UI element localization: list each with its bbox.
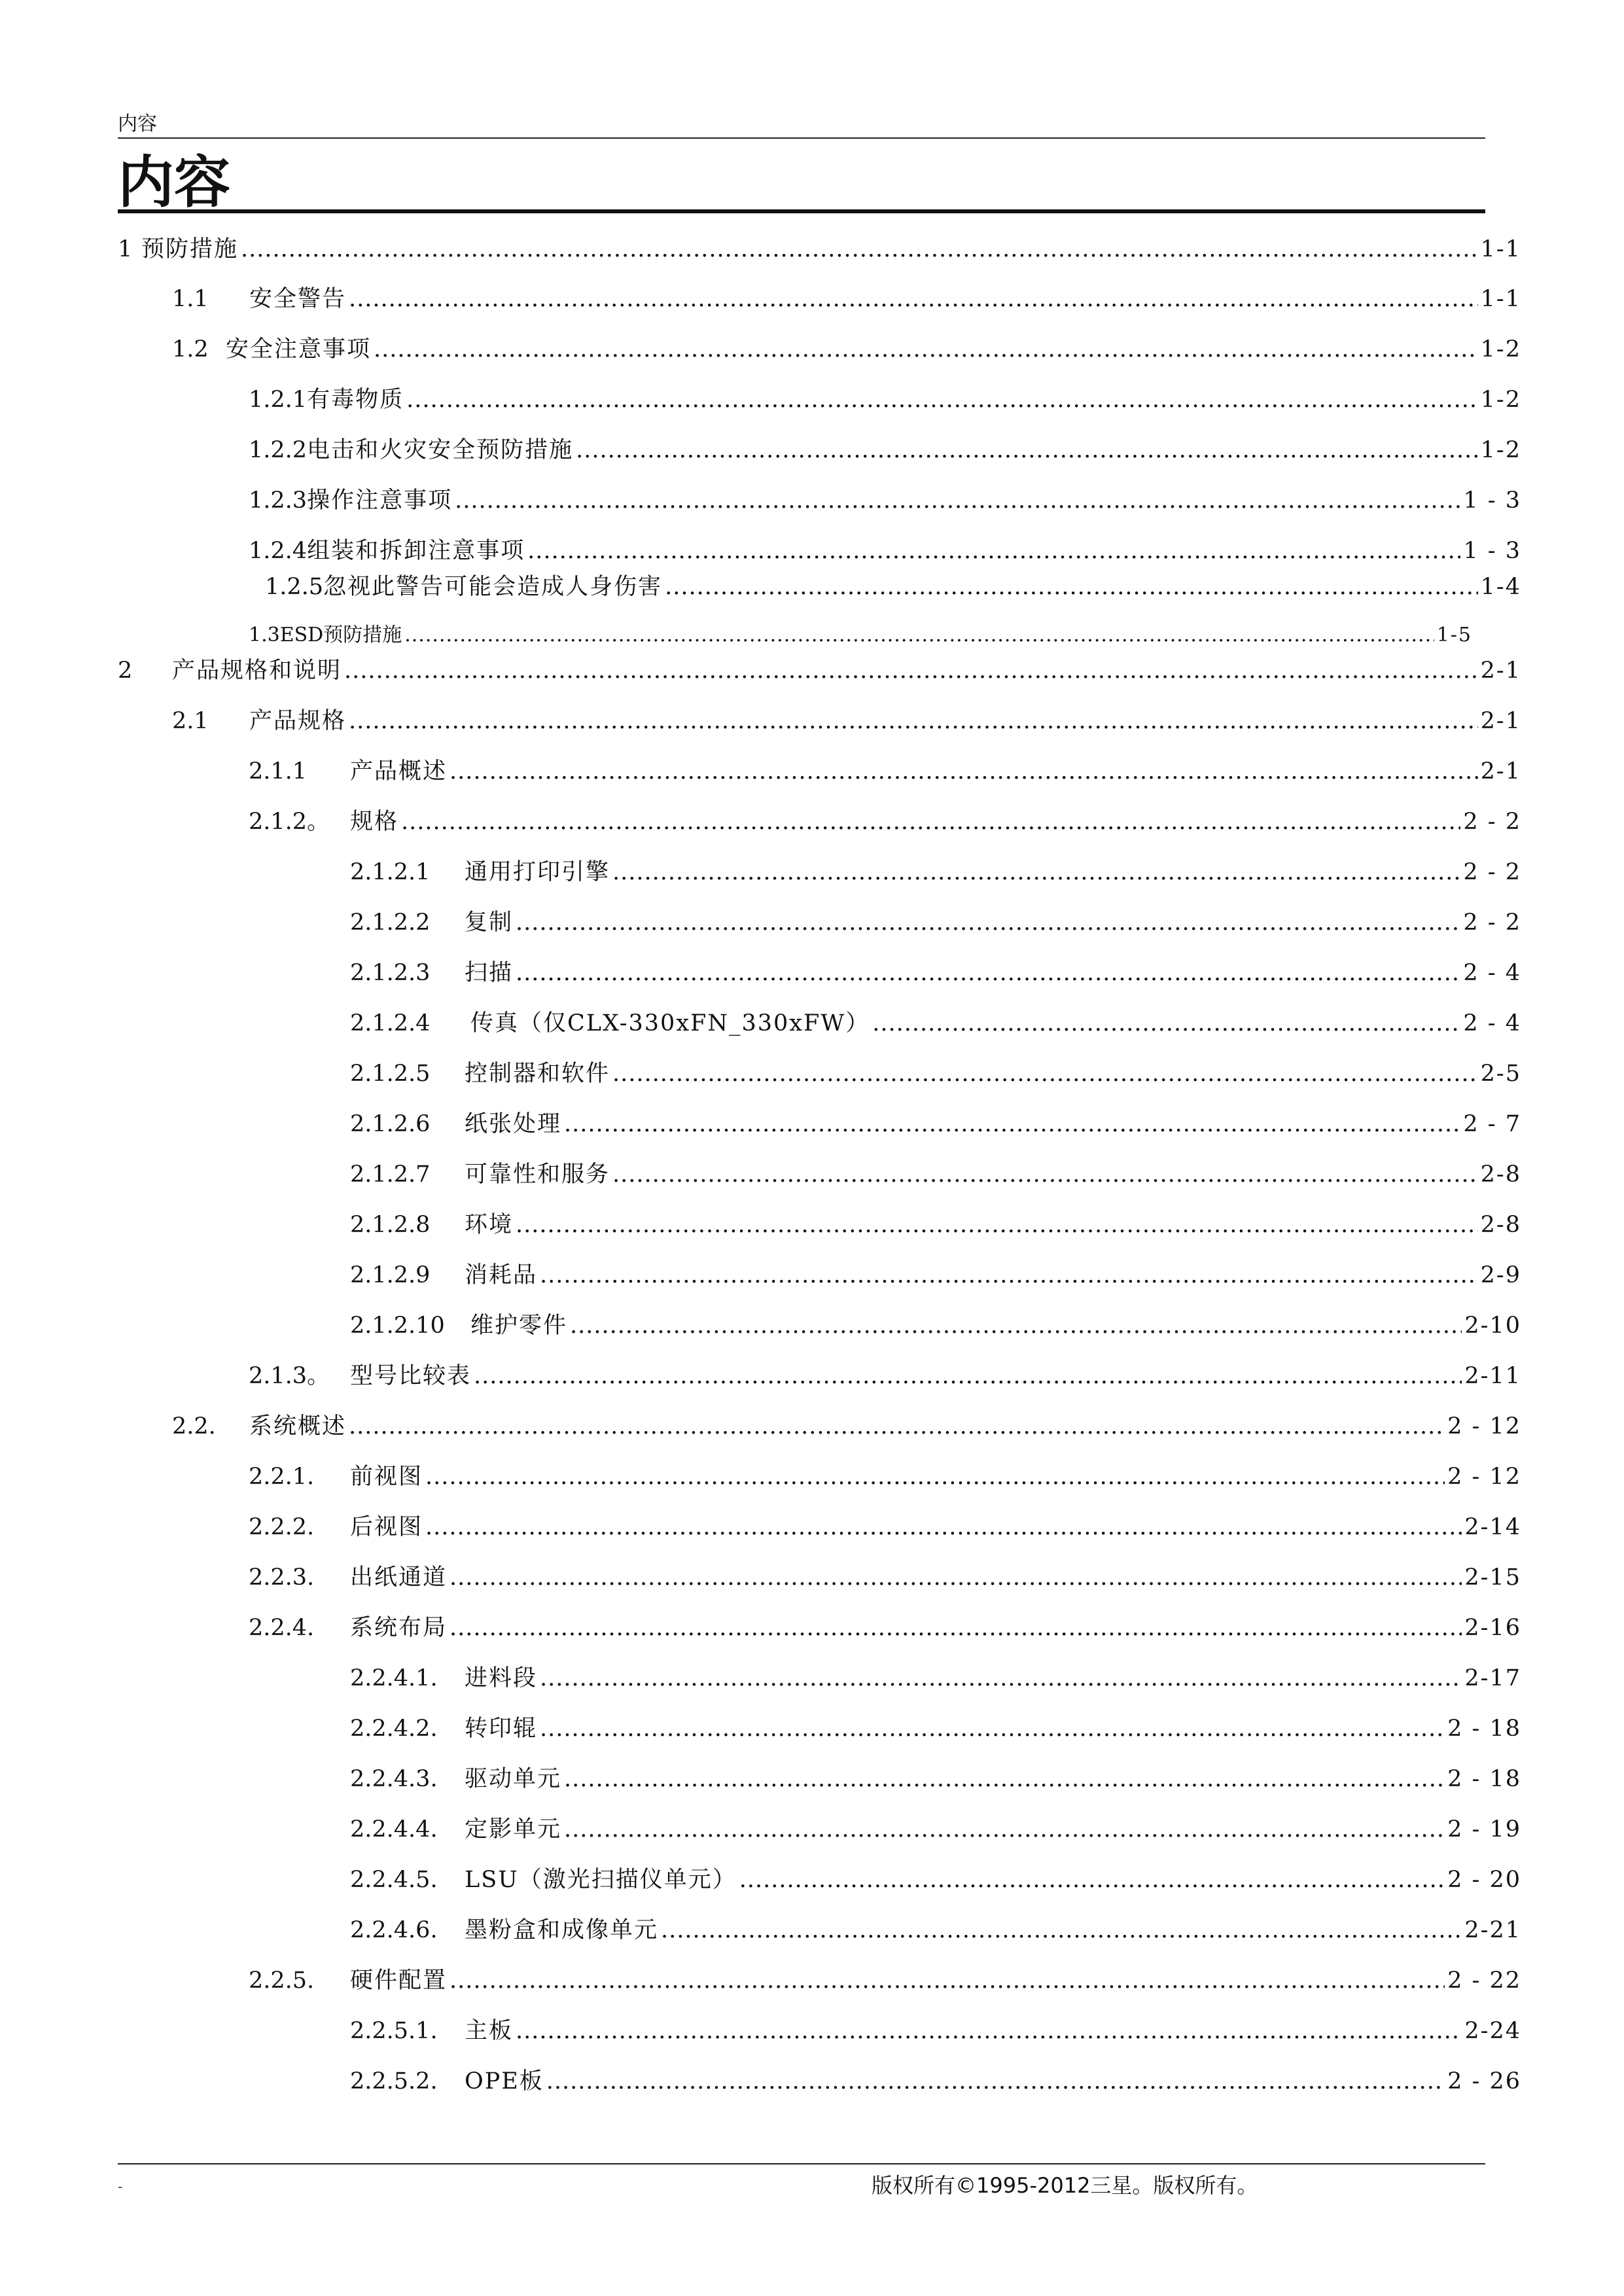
toc-leader	[344, 654, 1478, 687]
toc-leader	[612, 1057, 1478, 1090]
toc-leader	[612, 856, 1460, 889]
toc-entry-title: 电击和火灾安全预防措施	[307, 437, 574, 463]
toc-entry-title: 纸张处理	[465, 1111, 562, 1137]
toc-entry-title: 硬件配置	[350, 1968, 448, 1994]
toc-entry-page: 2 - 18	[1447, 1766, 1521, 1792]
toc-leader	[406, 383, 1478, 416]
toc-leader	[425, 1460, 1445, 1493]
toc-entry-page: 1-5	[1436, 624, 1472, 646]
toc-entry[interactable]	[249, 1460, 1521, 1493]
toc-entry[interactable]	[249, 1612, 1521, 1644]
toc-leader	[564, 1763, 1445, 1795]
toc-leader	[570, 1309, 1462, 1342]
toc-leader	[665, 571, 1478, 603]
title-rule	[118, 209, 1485, 213]
toc-leader	[612, 1158, 1478, 1191]
toc-entry-page: 2 - 22	[1447, 1968, 1521, 1994]
toc-leader	[872, 1007, 1460, 1040]
toc-entry-title: 组装和拆卸注意事项	[307, 538, 525, 564]
toc-entry-page: 1 - 3	[1463, 538, 1521, 564]
toc-entry-page: 2 - 7	[1463, 1111, 1521, 1137]
toc-entry-title: 后视图	[350, 1514, 423, 1540]
toc-entry-page: 2 - 18	[1447, 1716, 1521, 1742]
toc-entry-page: 2-10	[1464, 1313, 1521, 1339]
toc-entry-title: 产品规格和说明	[172, 658, 342, 684]
toc-leader	[739, 1863, 1445, 1896]
toc-leader	[450, 755, 1478, 788]
toc-entry-page: 2-1	[1480, 758, 1521, 785]
toc-leader	[516, 957, 1460, 989]
toc-entry-title: 操作注意事项	[307, 487, 453, 514]
toc-entry-page: 2 - 20	[1447, 1867, 1521, 1893]
toc-leader	[546, 2065, 1445, 2098]
toc-entry-title: 转印辊	[465, 1716, 538, 1742]
toc-entry[interactable]	[172, 1410, 1521, 1443]
toc-entry[interactable]	[350, 1209, 1521, 1241]
toc-entry-page: 1-1	[1480, 286, 1521, 312]
toc-entry-title: 维护零件	[470, 1313, 568, 1339]
toc-entry[interactable]	[350, 2065, 1521, 2098]
toc-entry-number: 1.2.5	[265, 574, 324, 600]
toc-leader	[374, 333, 1478, 366]
toc-leader	[540, 1259, 1478, 1292]
footer-rule	[118, 2163, 1485, 2164]
toc-entry-number: 2.2.4.6.	[350, 1917, 438, 1943]
toc-entry-page: 2-8	[1480, 1212, 1521, 1238]
toc-entry[interactable]	[350, 1662, 1521, 1695]
toc-entry-number: 2.2.4.5.	[350, 1867, 438, 1893]
toc-entry-number: 2.2.4.	[249, 1615, 315, 1641]
copyright-notice: 版权所有©1995-2012三星。版权所有。	[872, 2173, 1258, 2198]
toc-entry[interactable]	[172, 333, 1521, 366]
toc-entry-page: 2-24	[1464, 2018, 1521, 2044]
toc-entry-number: 2.1.2.4	[350, 1010, 431, 1036]
toc-entry[interactable]	[350, 1057, 1521, 1090]
toc-entry-title: 安全警告	[249, 286, 347, 312]
toc-leader	[661, 1914, 1462, 1947]
toc-entry-number: 1.2.2	[249, 437, 308, 463]
toc-entry-page: 1-2	[1480, 336, 1521, 362]
toc-entry[interactable]	[350, 1108, 1521, 1140]
toc-entry-page: 2 - 12	[1447, 1413, 1521, 1439]
toc-entry[interactable]	[350, 1712, 1521, 1745]
toc-entry-title: 消耗品	[465, 1262, 538, 1288]
toc-entry-number: 1.2.1	[249, 387, 308, 413]
toc-entry[interactable]	[350, 1763, 1521, 1795]
toc-entry-page: 1-2	[1480, 437, 1521, 463]
toc-entry-number: 1.2.3	[249, 487, 308, 514]
toc-entry-title: 定影单元	[465, 1816, 562, 1843]
toc-entry[interactable]	[118, 654, 1521, 687]
toc-leader	[576, 434, 1478, 467]
toc-entry-number: 2.1.2。	[249, 809, 330, 835]
toc-entry[interactable]	[350, 1914, 1521, 1947]
toc-entry-number: 2.1.2.1	[350, 859, 431, 885]
toc-entry-page: 2 - 19	[1447, 1816, 1521, 1843]
toc-entry[interactable]	[249, 484, 1521, 517]
toc-entry-number: 2.1.2.8	[350, 1212, 431, 1238]
toc-entry-number: 2.2.4.3.	[350, 1766, 438, 1792]
toc-entry[interactable]	[249, 755, 1521, 788]
toc-entry-number: 1.2	[172, 336, 209, 362]
toc-entry-number: 2.2.	[172, 1413, 216, 1439]
toc-entry[interactable]	[350, 1309, 1521, 1342]
toc-entry-title: 主板	[465, 2018, 514, 2044]
toc-entry-number: 1.2.4	[249, 538, 308, 564]
toc-entry[interactable]	[350, 1863, 1521, 1896]
toc-entry-title: 型号比较表	[350, 1363, 472, 1389]
toc-entry-title: 传真（仅CLX-330xFN_330xFW）	[470, 1010, 870, 1036]
toc-entry-number: 2.2.3.	[249, 1564, 315, 1591]
toc-entry-number: 2.2.5.1.	[350, 2018, 438, 2044]
toc-leader	[564, 1108, 1460, 1140]
toc-entry-number: 2.1.2.9	[350, 1262, 431, 1288]
toc-entry-page: 2 - 2	[1463, 859, 1521, 885]
toc-entry-page: 2-5	[1480, 1061, 1521, 1087]
toc-entry-number: 2.1.3。	[249, 1363, 330, 1389]
toc-entry-number: 2.1.2.5	[350, 1061, 431, 1087]
toc-entry-title: ESD预防措施	[279, 624, 402, 646]
toc-entry[interactable]	[350, 957, 1521, 989]
toc-entry-number: 2.1.2.10	[350, 1313, 445, 1339]
toc-entry-title: 规格	[350, 809, 399, 835]
toc-entry-page: 1-4	[1480, 574, 1521, 600]
running-head: 内容	[118, 113, 157, 135]
toc-entry-title: 产品概述	[350, 758, 448, 785]
toc-entry-page: 2-16	[1464, 1615, 1521, 1641]
toc-entry-title: 系统布局	[350, 1615, 448, 1641]
toc-entry-title: 忽视此警告可能会造成人身伤害	[323, 574, 663, 600]
toc-entry[interactable]	[249, 1561, 1521, 1594]
toc-entry-title: OPE板	[465, 2068, 544, 2094]
toc-entry[interactable]	[350, 856, 1521, 889]
toc-entry-title: LSU（激光扫描仪单元）	[465, 1867, 737, 1893]
toc-entry-number: 1	[118, 236, 133, 262]
toc-leader	[450, 1561, 1462, 1594]
toc-leader	[241, 233, 1478, 266]
toc-entry-number: 1.1	[172, 286, 209, 312]
header-rule	[118, 137, 1485, 139]
toc-leader	[540, 1712, 1445, 1745]
toc-entry-title: 进料段	[465, 1665, 538, 1691]
toc-entry[interactable]	[118, 233, 1521, 266]
toc-entry-title: 通用打印引擎	[465, 859, 610, 885]
toc-entry[interactable]	[249, 383, 1521, 416]
toc-entry[interactable]	[172, 705, 1521, 737]
page-title: 内容	[118, 150, 230, 215]
toc-entry-page: 2-21	[1464, 1917, 1521, 1943]
footer-mark: -	[118, 2179, 123, 2195]
toc-entry-page: 2 - 4	[1463, 960, 1521, 986]
toc-entry-title: 可靠性和服务	[465, 1161, 610, 1188]
toc-entry-number: 2	[118, 658, 133, 684]
toc-entry-title: 墨粉盒和成像单元	[465, 1917, 659, 1943]
toc-entry-number: 2.1	[172, 708, 209, 734]
toc-leader	[349, 705, 1478, 737]
toc-entry-title: 环境	[465, 1212, 514, 1238]
toc-entry-page: 2-1	[1480, 658, 1521, 684]
toc-entry-number: 2.2.2.	[249, 1514, 315, 1540]
toc-entry-page: 2-15	[1464, 1564, 1521, 1591]
toc-leader	[516, 2015, 1462, 2047]
toc-entry-page: 1-2	[1480, 387, 1521, 413]
toc-entry-number: 2.1.2.2	[350, 910, 431, 936]
toc-entry-page: 2-9	[1480, 1262, 1521, 1288]
toc-entry[interactable]	[249, 1511, 1521, 1544]
toc-entry-page: 1 - 3	[1463, 487, 1521, 514]
toc-entry[interactable]	[249, 805, 1521, 838]
toc-entry-page: 2 - 12	[1447, 1464, 1521, 1490]
toc-leader	[349, 1410, 1445, 1443]
toc-entry-title: 预防措施	[141, 236, 239, 262]
toc-entry-number: 2.2.1.	[249, 1464, 315, 1490]
toc-entry[interactable]	[350, 906, 1521, 939]
toc-leader	[527, 535, 1460, 567]
toc-entry-number: 1.3	[249, 624, 280, 646]
toc-entry-title: 驱动单元	[465, 1766, 562, 1792]
toc-entry-title: 有毒物质	[307, 387, 404, 413]
toc-entry-page: 2 - 2	[1463, 809, 1521, 835]
toc-entry-title: 出纸通道	[350, 1564, 448, 1591]
toc-entry-number: 2.1.2.6	[350, 1111, 431, 1137]
toc-entry-title: 控制器和软件	[465, 1061, 610, 1087]
toc-leader	[474, 1360, 1462, 1392]
toc-leader	[404, 619, 1434, 652]
toc-leader	[401, 805, 1460, 838]
toc-entry-number: 2.2.5.	[249, 1968, 315, 1994]
toc-leader	[349, 283, 1478, 315]
toc-entry[interactable]	[350, 1158, 1521, 1191]
toc-entry-page: 2 - 4	[1463, 1010, 1521, 1036]
toc-entry[interactable]	[350, 1813, 1521, 1846]
toc-leader	[516, 906, 1460, 939]
toc-entry-title: 系统概述	[249, 1413, 347, 1439]
toc-entry-page: 2-17	[1464, 1665, 1521, 1691]
toc-entry-number: 2.1.2.7	[350, 1161, 431, 1188]
toc-leader	[516, 1209, 1478, 1241]
toc-entry-page: 2-1	[1480, 708, 1521, 734]
toc-entry-title: 扫描	[465, 960, 514, 986]
toc-entry-page: 2-11	[1464, 1363, 1521, 1389]
toc-entry[interactable]	[350, 1007, 1521, 1040]
toc-entry-title: 前视图	[350, 1464, 423, 1490]
toc-entry[interactable]	[249, 535, 1521, 567]
toc-entry-page: 2 - 2	[1463, 910, 1521, 936]
toc-entry-number: 2.1.2.3	[350, 960, 431, 986]
toc-entry-number: 2.1.1	[249, 758, 308, 785]
toc-entry-title: 安全注意事项	[226, 336, 372, 362]
toc-entry-page: 2-8	[1480, 1161, 1521, 1188]
toc-leader	[450, 1612, 1462, 1644]
toc-entry-title: 复制	[465, 910, 514, 936]
toc-leader	[425, 1511, 1462, 1544]
toc-entry[interactable]	[172, 283, 1521, 315]
toc-entry-number: 2.2.4.1.	[350, 1665, 438, 1691]
toc-entry-number: 2.2.4.2.	[350, 1716, 438, 1742]
toc-entry-page: 1-1	[1480, 236, 1521, 262]
toc-entry-page: 2 - 26	[1447, 2068, 1521, 2094]
toc-entry[interactable]	[249, 434, 1521, 467]
toc-entry[interactable]	[249, 1360, 1521, 1392]
toc-entry-number: 2.2.5.2.	[350, 2068, 438, 2094]
toc-entry[interactable]	[350, 1259, 1521, 1292]
toc-entry-title: 产品规格	[249, 708, 347, 734]
toc-entry-page: 2-14	[1464, 1514, 1521, 1540]
toc-entry[interactable]	[249, 1964, 1521, 1997]
toc-entry[interactable]	[350, 2015, 1521, 2047]
toc-leader	[564, 1813, 1445, 1846]
toc-leader	[540, 1662, 1462, 1695]
toc-entry[interactable]	[249, 619, 1472, 652]
toc-leader	[455, 484, 1460, 517]
toc-entry-number: 2.2.4.4.	[350, 1816, 438, 1843]
toc-leader	[450, 1964, 1445, 1997]
toc-entry[interactable]	[265, 571, 1521, 603]
